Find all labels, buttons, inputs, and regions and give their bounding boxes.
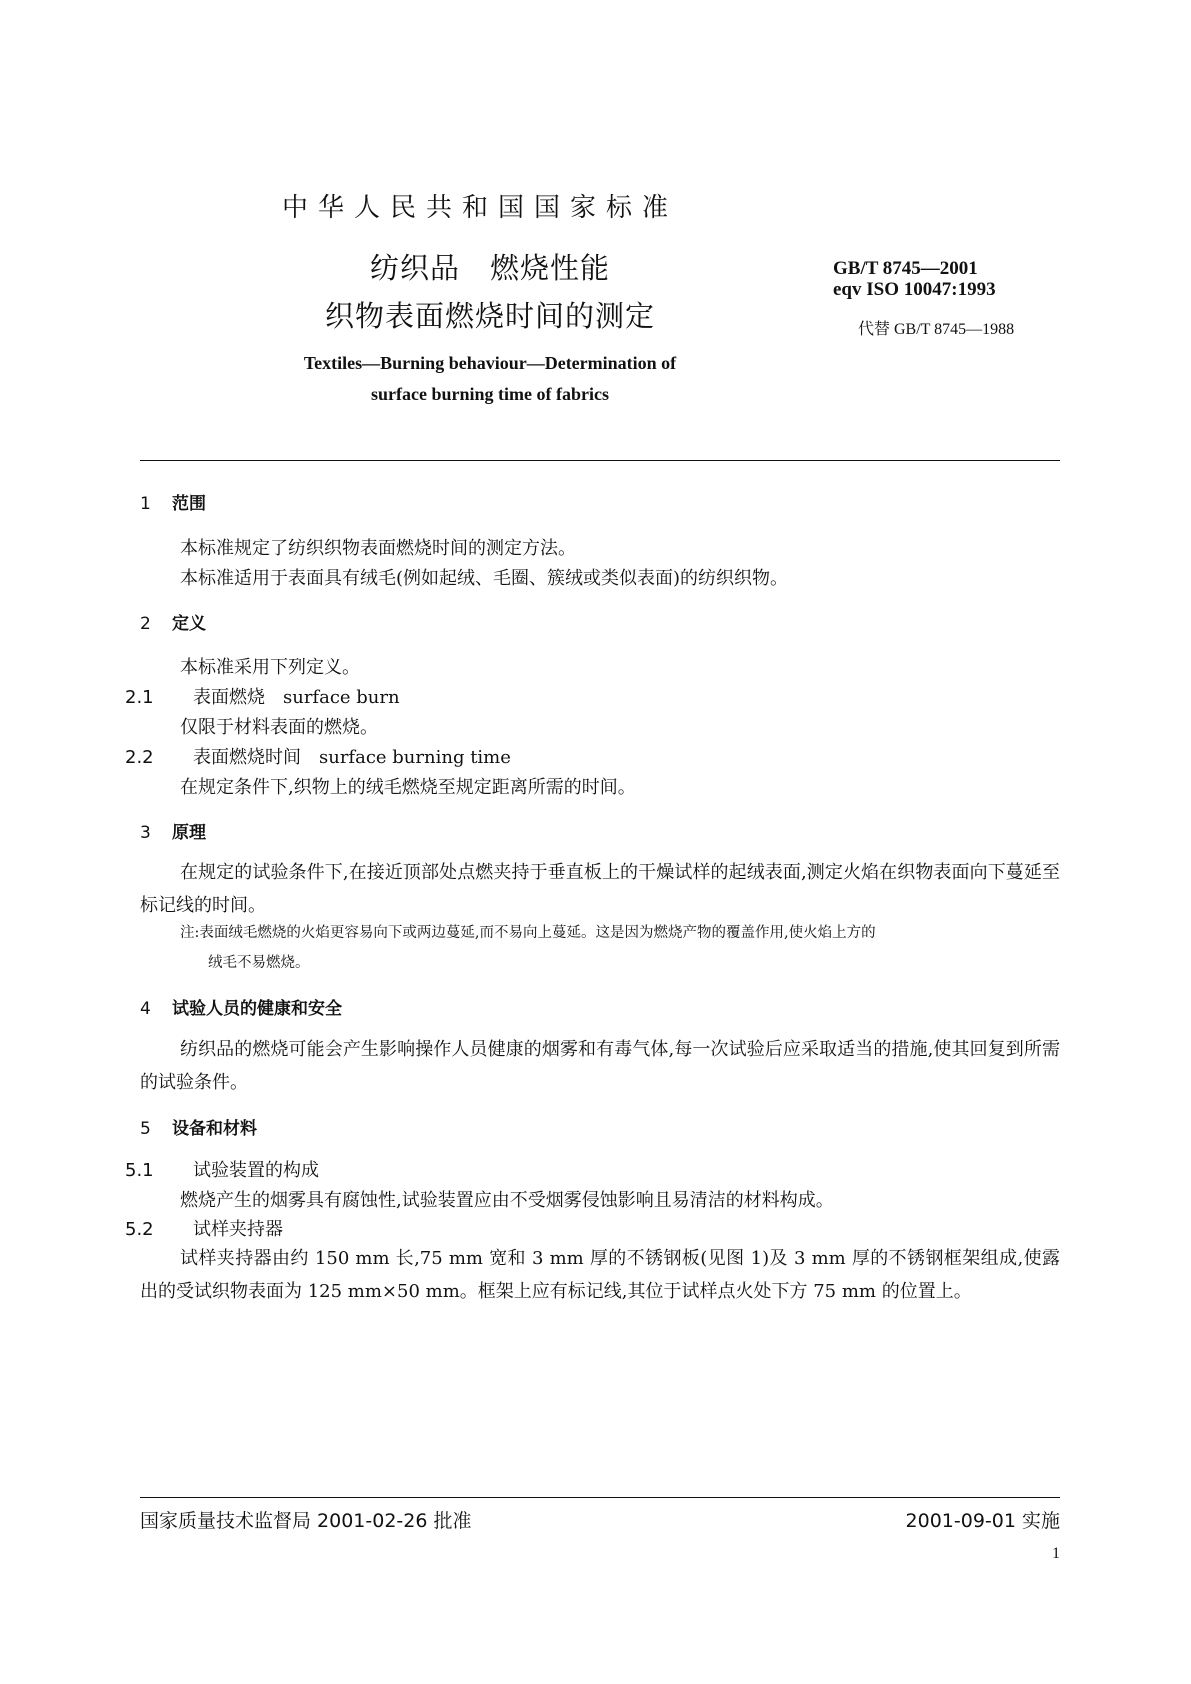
title-en-line2: surface burning time of fabrics — [371, 384, 609, 404]
subsection-title: 试验装置的构成 — [193, 1160, 319, 1181]
section-2-para-1: 本标准采用下列定义。 — [180, 657, 360, 678]
section-number: 2 — [140, 614, 151, 634]
note-line-2: 绒毛不易燃烧。 — [208, 955, 310, 971]
subsection-number: 2.1 — [125, 687, 154, 708]
section-1-para-2: 本标准适用于表面具有绒毛(例如起绒、毛圈、簇绒或类似表面)的纺织织物。 — [180, 568, 789, 589]
header-divider — [140, 460, 1060, 461]
definition-2-1-text: 仅限于材料表面的燃烧。 — [180, 717, 378, 738]
section-1-heading — [140, 489, 206, 514]
section-3-para-1: 在规定的试验条件下,在接近顶部处点燃夹持于垂直板上的干燥试样的起绒表面,测定火焰在织物表面向下蔓延至标记线的时间。 — [140, 862, 1060, 916]
subsection-5-2-text: 试样夹持器由约 150 mm 长,75 mm 宽和 3 mm 厚的不锈钢板(见图 1)及 3 mm 厚的不锈钢框架组成,使露出的受试织物表面为 125 mm×50 mm。框架上应有标记线,其位于试样点火处下方 75 mm 的位置上。 — [140, 1248, 1060, 1302]
approval-info: 国家质量技术监督局 2001-02-26 批准 — [140, 1510, 472, 1532]
subsection-title: 试样夹持器 — [193, 1219, 283, 1240]
subsection-5-1-text: 燃烧产生的烟雾具有腐蚀性,试验装置应由不受烟雾侵蚀影响且易清洁的材料构成。 — [180, 1190, 834, 1211]
definition-term: 表面燃烧 surface burn — [193, 687, 400, 708]
page-number: 1 — [1052, 1545, 1060, 1562]
definition-2-2 — [125, 743, 511, 769]
section-title: 范围 — [172, 494, 206, 514]
title-en-line1: Textiles—Burning behaviour—Determination of — [303, 353, 677, 373]
section-number: 4 — [140, 999, 151, 1019]
section-title: 试验人员的健康和安全 — [172, 999, 342, 1019]
section-number: 1 — [140, 494, 151, 514]
title-cn-line2: 织物表面燃烧时间的测定 — [324, 299, 655, 333]
standard-replaces: 代替 GB/T 8745—1988 — [858, 321, 1015, 338]
section-1-para-1: 本标准规定了纺织织物表面燃烧时间的测定方法。 — [180, 538, 576, 559]
section-number: 5 — [140, 1119, 151, 1139]
subsection-number: 5.1 — [125, 1160, 154, 1181]
subsection-number: 5.2 — [125, 1219, 154, 1240]
standard-equivalent: eqv ISO 10047:1993 — [833, 279, 996, 300]
section-4-heading — [140, 994, 342, 1019]
national-standard-heading: 中华人民共和国国家标准 — [281, 193, 678, 223]
standard-number: GB/T 8745—2001 — [833, 258, 978, 279]
section-3-note — [180, 918, 1060, 978]
section-number: 3 — [140, 823, 151, 843]
title-cn-line1: 纺织品 燃烧性能 — [369, 251, 610, 285]
note-line-1: 注:表面绒毛燃烧的火焰更容易向下或两边蔓延,而不易向上蔓延。这是因为燃烧产物的覆盖作用,使火焰上方的 — [180, 925, 876, 941]
definition-term: 表面燃烧时间 surface burning time — [193, 747, 511, 768]
section-4-para-1: 纺织品的燃烧可能会产生影响操作人员健康的烟雾和有毒气体,每一次试验后应采取适当的措施,使其回复到所需的试验条件。 — [140, 1039, 1060, 1093]
definition-2-2-text: 在规定条件下,织物上的绒毛燃烧至规定距离所需的时间。 — [180, 777, 636, 798]
implementation-date: 2001-09-01 实施 — [905, 1510, 1060, 1532]
section-5-heading — [140, 1114, 257, 1139]
section-title: 定义 — [172, 614, 206, 634]
section-title: 原理 — [172, 823, 206, 843]
subsection-number: 2.2 — [125, 747, 154, 768]
section-title: 设备和材料 — [172, 1119, 257, 1139]
section-2-heading — [140, 609, 206, 634]
definition-2-1 — [125, 683, 400, 709]
footer-divider — [140, 1497, 1060, 1498]
subsection-5-2 — [125, 1215, 283, 1241]
section-3-heading — [140, 818, 206, 843]
subsection-5-1 — [125, 1156, 319, 1182]
